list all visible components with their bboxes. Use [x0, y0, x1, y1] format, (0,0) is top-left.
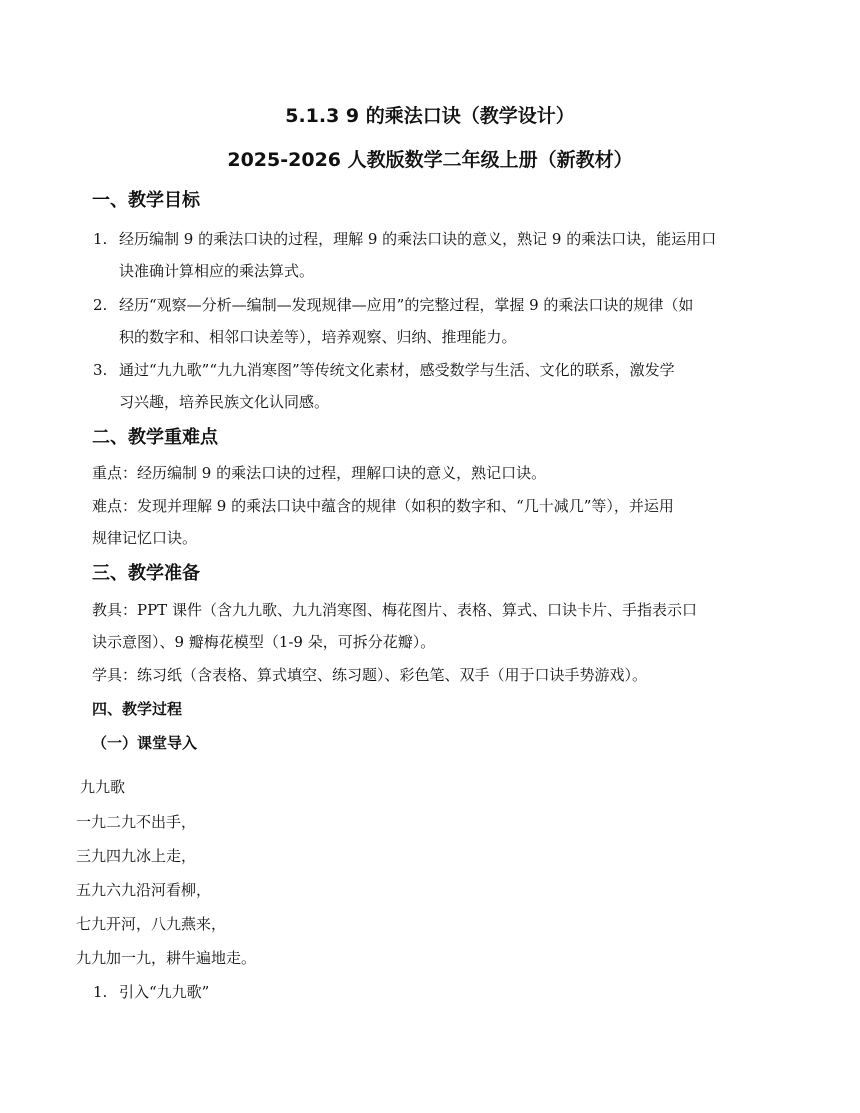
goal-3-number: 3.	[93, 361, 108, 379]
goal-1-line-1: 经历编制 9 的乘法口诀的过程，理解 9 的乘法口诀的意义，熟记 9 的乘法口诀，能运用口	[119, 230, 717, 248]
step-1-text: 引入“九九歌”	[119, 983, 210, 1001]
poem-line-4: 七九开河，八九燕来，	[76, 915, 227, 933]
poem-line-2: 三九四九冰上走，	[76, 847, 197, 865]
goal-2-number: 2.	[93, 296, 108, 314]
subsection-heading-intro: （一）课堂导入	[92, 734, 198, 752]
goal-1-number: 1.	[93, 230, 108, 248]
goal-3-line-1: 通过“九九歌”“九九消寒图”等传统文化素材，感受数学与生活、文化的联系，激发学	[119, 361, 675, 379]
section-heading-process: 四、教学过程	[92, 700, 183, 718]
goal-2-line-1: 经历“观察—分析—编制—发现规律—应用”的完整过程，掌握 9 的乘法口诀的规律（如	[119, 296, 694, 314]
poem-line-1: 一九二九不出手，	[76, 813, 197, 831]
poem-line-3: 五九六九沿河看柳，	[76, 881, 212, 899]
section-heading-prep: 三、教学准备	[92, 563, 200, 584]
key-point-text: 重点：经历编制 9 的乘法口诀的过程，理解口诀的意义，熟记口诀。	[92, 464, 547, 482]
teacher-aids-line-2: 诀示意图）、9 瓣梅花模型（1-9 朵，可拆分花瓣）。	[92, 633, 436, 651]
teacher-aids-line-1: 教具：PPT 课件（含九九歌、九九消寒图、梅花图片、表格、算式、口诀卡片、手指表示口	[92, 601, 697, 619]
goal-3-line-2: 习兴趣，培养民族文化认同感。	[119, 393, 330, 411]
goal-2-line-2: 积的数字和、相邻口诀差等），培养观察、归纳、推理能力。	[119, 328, 517, 346]
poem-title: 九九歌	[80, 778, 126, 796]
poem-line-5: 九九加一九，耕牛遍地走。	[76, 949, 257, 967]
student-aids-text: 学具：练习纸（含表格、算式填空、练习题）、彩色笔、双手（用于口诀手势游戏）。	[92, 666, 648, 684]
goal-1-line-2: 诀准确计算相应的乘法算式。	[119, 262, 315, 280]
section-heading-goals: 一、教学目标	[92, 190, 200, 211]
section-heading-keypoints: 二、教学重难点	[92, 427, 218, 448]
document-title: 5.1.3 9 的乘法口诀（教学设计）	[285, 105, 575, 127]
difficult-point-line-1: 难点：发现并理解 9 的乘法口诀中蕴含的规律（如积的数字和、“几十减几”等），并运用	[92, 497, 674, 515]
step-1-number: 1.	[93, 983, 108, 1001]
difficult-point-line-2: 规律记忆口诀。	[92, 529, 198, 547]
document-subtitle: 2025-2026 人教版数学二年级上册（新教材）	[227, 149, 633, 171]
